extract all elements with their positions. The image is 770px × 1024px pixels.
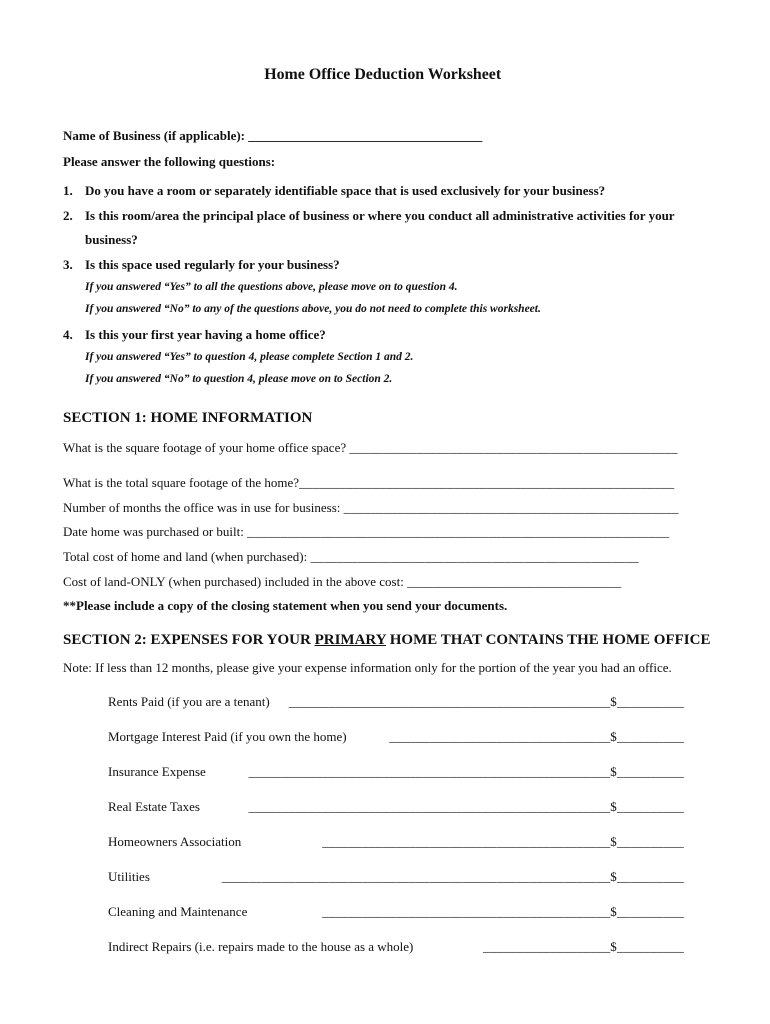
- page-title: Home Office Deduction Worksheet: [264, 66, 502, 83]
- note-q4-yes: If you answered “Yes” to question 4, please complete Section 1 and 2.: [85, 351, 414, 363]
- field-blank[interactable]: _________________________________________________: [310, 549, 639, 564]
- expense-cleaning-label: Cleaning and Maintenance: [108, 904, 248, 919]
- section-2-heading: [63, 632, 710, 649]
- question-text: Is this room/area the principal place of business or where you conduct all administrative activities for your: [85, 208, 675, 223]
- heading-text: HOME THAT CONTAINS THE HOME OFFICE: [385, 632, 711, 648]
- field-blank[interactable]: _______________________________________________________________: [247, 524, 670, 539]
- field-blank[interactable]: __________________________________________________: [343, 500, 679, 515]
- note-yes-all: If you answered “Yes” to all the questions above, please move on to question 4.: [85, 281, 458, 293]
- business-name-field[interactable]: Name of Business (if applicable): ____________________________________: [63, 128, 483, 143]
- field-label: Cost of land-ONLY (when purchased) included in the above cost:: [63, 574, 408, 589]
- question-text: Is this space used regularly for your business?: [85, 257, 340, 272]
- expense-utilities-input[interactable]: __________________________________________________________$__________: [221, 869, 684, 884]
- question-text: Is this your first year having a home office?: [85, 327, 326, 342]
- question-3: [63, 257, 340, 273]
- question-4: [63, 327, 326, 343]
- question-number: 1.: [63, 183, 73, 198]
- field-label: Date home was purchased or built:: [63, 524, 248, 539]
- expense-taxes-label: Real Estate Taxes: [108, 799, 200, 814]
- question-number: 2.: [63, 208, 73, 223]
- home-office-sqft-field[interactable]: [63, 440, 678, 456]
- expense-cleaning-input[interactable]: ___________________________________________$__________: [322, 904, 684, 919]
- field-blank[interactable]: ________________________________________________________: [299, 475, 675, 490]
- expense-repairs-label: Indirect Repairs (i.e. repairs made to the house as a whole): [108, 939, 414, 954]
- section-1-heading: SECTION 1: HOME INFORMATION: [63, 410, 313, 426]
- field-label: What is the square footage of your home office space?: [63, 440, 350, 455]
- field-blank[interactable]: ________________________________: [407, 574, 622, 589]
- expense-rents-input[interactable]: ________________________________________________$__________: [288, 694, 684, 709]
- expense-taxes-input[interactable]: ______________________________________________________$__________: [248, 799, 684, 814]
- expense-repairs-input[interactable]: ___________________$__________: [483, 939, 684, 954]
- question-number: 3.: [63, 257, 73, 272]
- heading-text: SECTION 2: EXPENSES FOR YOUR: [63, 632, 315, 648]
- question-1: [63, 183, 605, 199]
- question-number: 4.: [63, 327, 73, 342]
- date-purchased-field[interactable]: [63, 524, 669, 540]
- instructions: Please answer the following questions:: [63, 154, 276, 169]
- expense-utilities-label: Utilities: [108, 869, 150, 884]
- expense-hoa-input[interactable]: ___________________________________________$__________: [322, 834, 684, 849]
- closing-statement-note: **Please include a copy of the closing statement when you send your documents.: [63, 598, 508, 613]
- expense-insurance-label: Insurance Expense: [108, 764, 206, 779]
- expense-rents-label: Rents Paid (if you are a tenant): [108, 694, 270, 709]
- land-cost-field[interactable]: [63, 574, 621, 590]
- question-text: Do you have a room or separately identifiable space that is used exclusively for your business?: [85, 183, 606, 198]
- question-2-continued: business?: [85, 232, 138, 247]
- expense-mortgage-label: Mortgage Interest Paid (if you own the home): [108, 729, 347, 744]
- field-label: Number of months the office was in use for business:: [63, 500, 344, 515]
- expense-insurance-input[interactable]: ______________________________________________________$__________: [248, 764, 684, 779]
- field-label: Total cost of home and land (when purchased):: [63, 549, 311, 564]
- expense-mortgage-input[interactable]: _________________________________$__________: [389, 729, 684, 744]
- field-label: What is the total square footage of the home?: [63, 475, 300, 490]
- note-no-any: If you answered “No” to any of the questions above, you do not need to complete this worksheet.: [85, 303, 541, 315]
- total-home-sqft-field[interactable]: [63, 475, 674, 491]
- note-q4-no: If you answered “No” to question 4, please move on to Section 2.: [85, 373, 393, 385]
- heading-emphasis: PRIMARY: [314, 632, 386, 648]
- total-cost-field[interactable]: [63, 549, 639, 565]
- expense-hoa-label: Homeowners Association: [108, 834, 242, 849]
- question-2: [63, 208, 675, 224]
- field-blank[interactable]: _________________________________________________: [349, 440, 678, 455]
- section-2-note: Note: If less than 12 months, please give your expense information only for the portion of the year you had an office.: [63, 660, 672, 675]
- months-in-use-field[interactable]: [63, 500, 679, 516]
